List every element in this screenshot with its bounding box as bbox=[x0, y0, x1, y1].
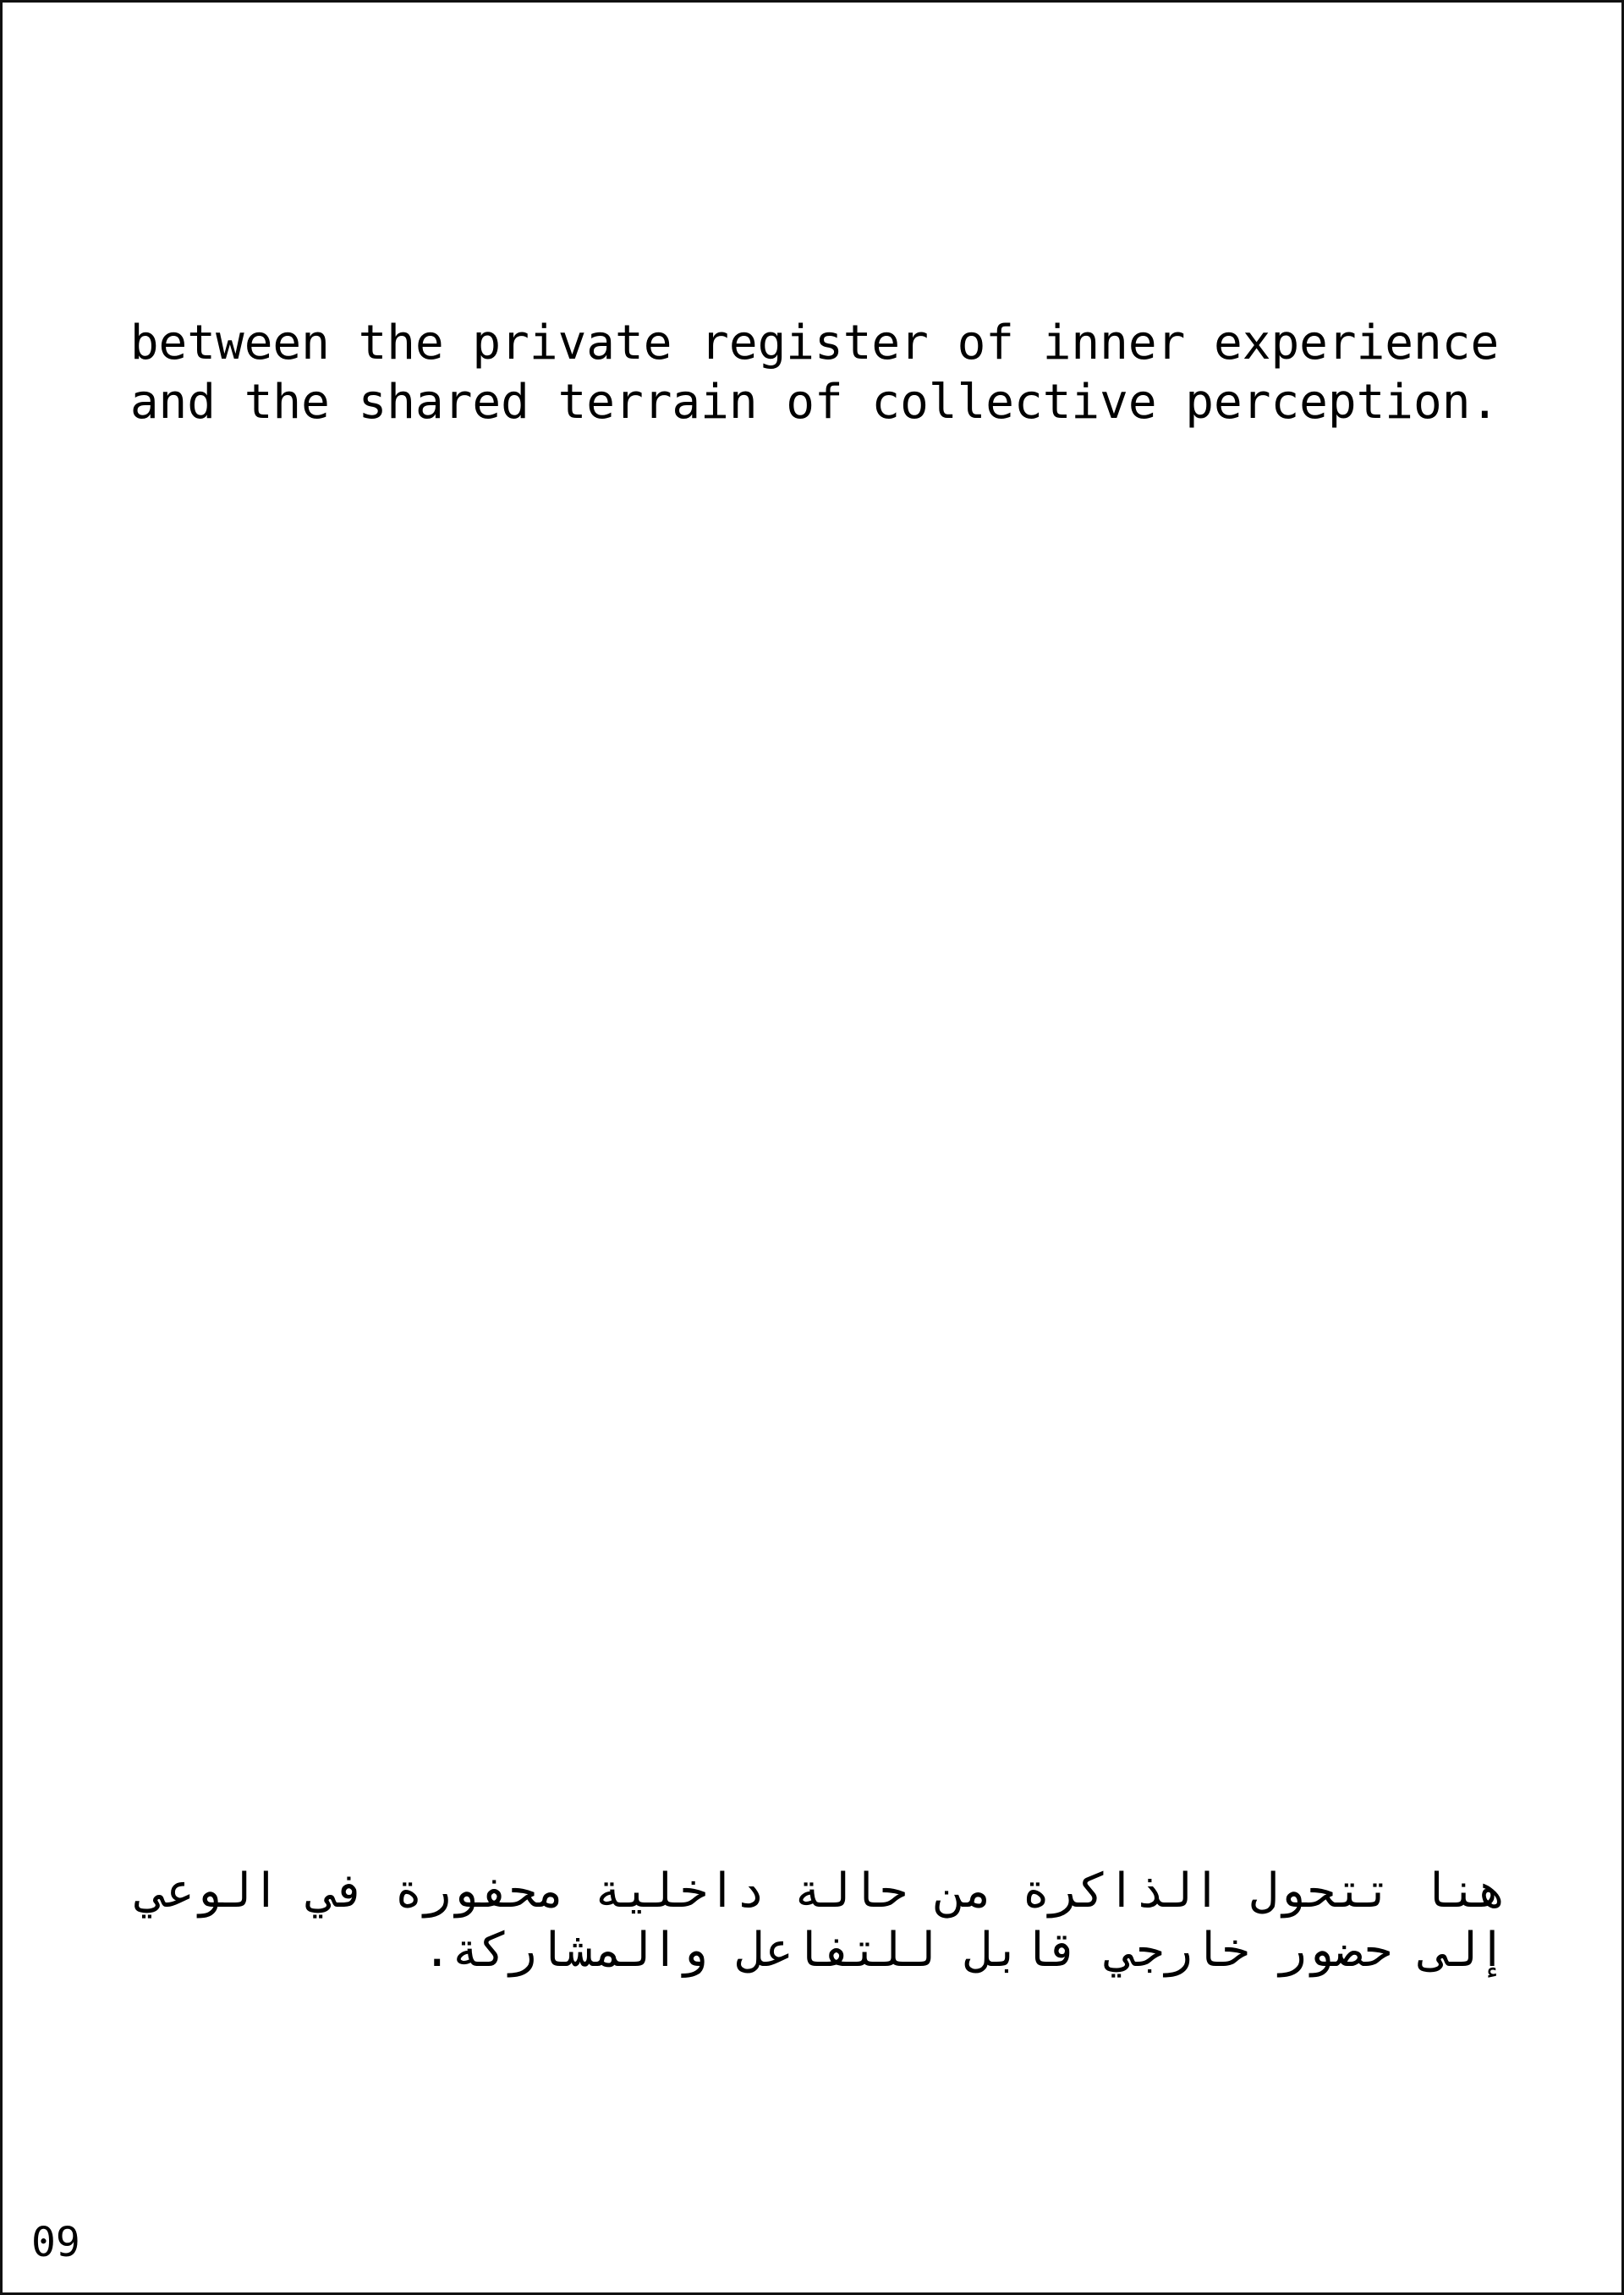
page-number: 09 bbox=[31, 2219, 80, 2266]
english-line-2: and the shared terrain of collective perception. bbox=[129, 375, 1500, 430]
english-paragraph bbox=[3, 314, 1624, 432]
arabic-paragraph bbox=[69, 1862, 1506, 1980]
arabic-line-2: إلى حضور خارجي قابل للتفاعل والمشاركة. bbox=[422, 1923, 1506, 1978]
english-line-1: between the private register of inner experience bbox=[129, 316, 1500, 371]
arabic-line-1: هنا تتحول الذاكرة من حالة داخلية محفورة في الوعي bbox=[137, 1864, 1506, 1919]
